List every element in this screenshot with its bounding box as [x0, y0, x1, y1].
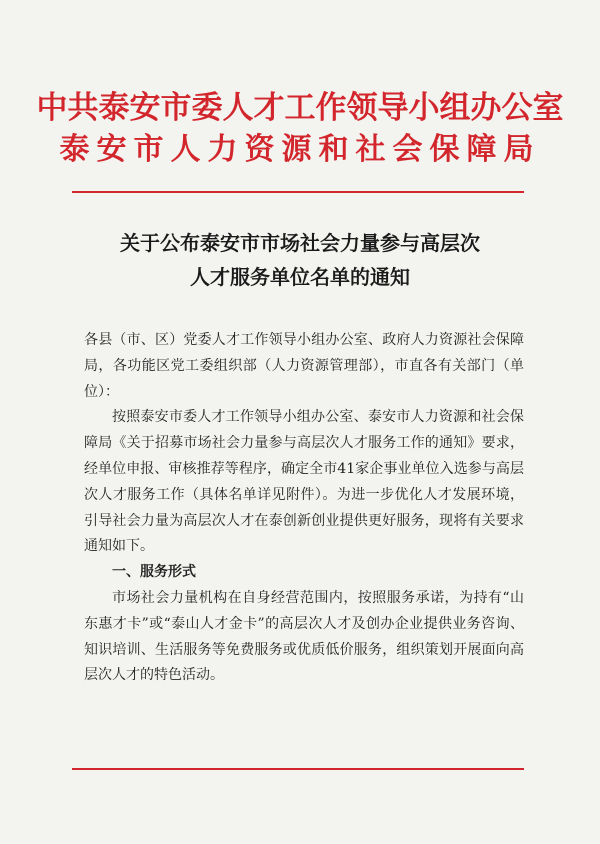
section-heading-1: 一、服务形式	[112, 564, 196, 581]
document-title-line-2: 人才服务单位名单的通知	[190, 265, 410, 289]
footer-red-divider	[72, 768, 524, 770]
document-title-line-1: 关于公布泰安市市场社会力量参与高层次	[120, 231, 480, 255]
section-1-paragraph: 市场社会力量机构在自身经营范围内，按照服务承诺，为持有“山东惠才卡”或“泰山人才金卡”的高层次人才及创办企业提供业务咨询、知识培训、生活服务等免费服务或优质低价服务，组织策划开展面向高层次人才的特色活动。	[84, 589, 524, 684]
issuing-org-line-2: 泰安市人力资源和社会保障局	[59, 132, 541, 167]
addressee: 各县（市、区）党委人才工作领导小组办公室、政府人力资源社会保障局，各功能区党工委组织部（人力资源管理部），市直各有关部门（单位）：	[84, 332, 524, 400]
body-paragraph-1: 按照泰安市委人才工作领导小组办公室、泰安市人力资源和社会保障局《关于招募市场社会力量参与高层次人才服务工作的通知》要求，经单位申报、审核推荐等程序，确定全市41家企事业单位入选参与高层次人才服务工作（具体名单详见附件）。为进一步优化人才发展环境，引导社会力量为高层次人才在泰创新创业提供更好服务，现将有关要求通知如下。	[84, 409, 524, 555]
header-red-divider	[72, 191, 524, 193]
issuing-org-line-1: 中共泰安市委人才工作领导小组办公室	[36, 90, 564, 126]
document-body	[84, 328, 524, 689]
